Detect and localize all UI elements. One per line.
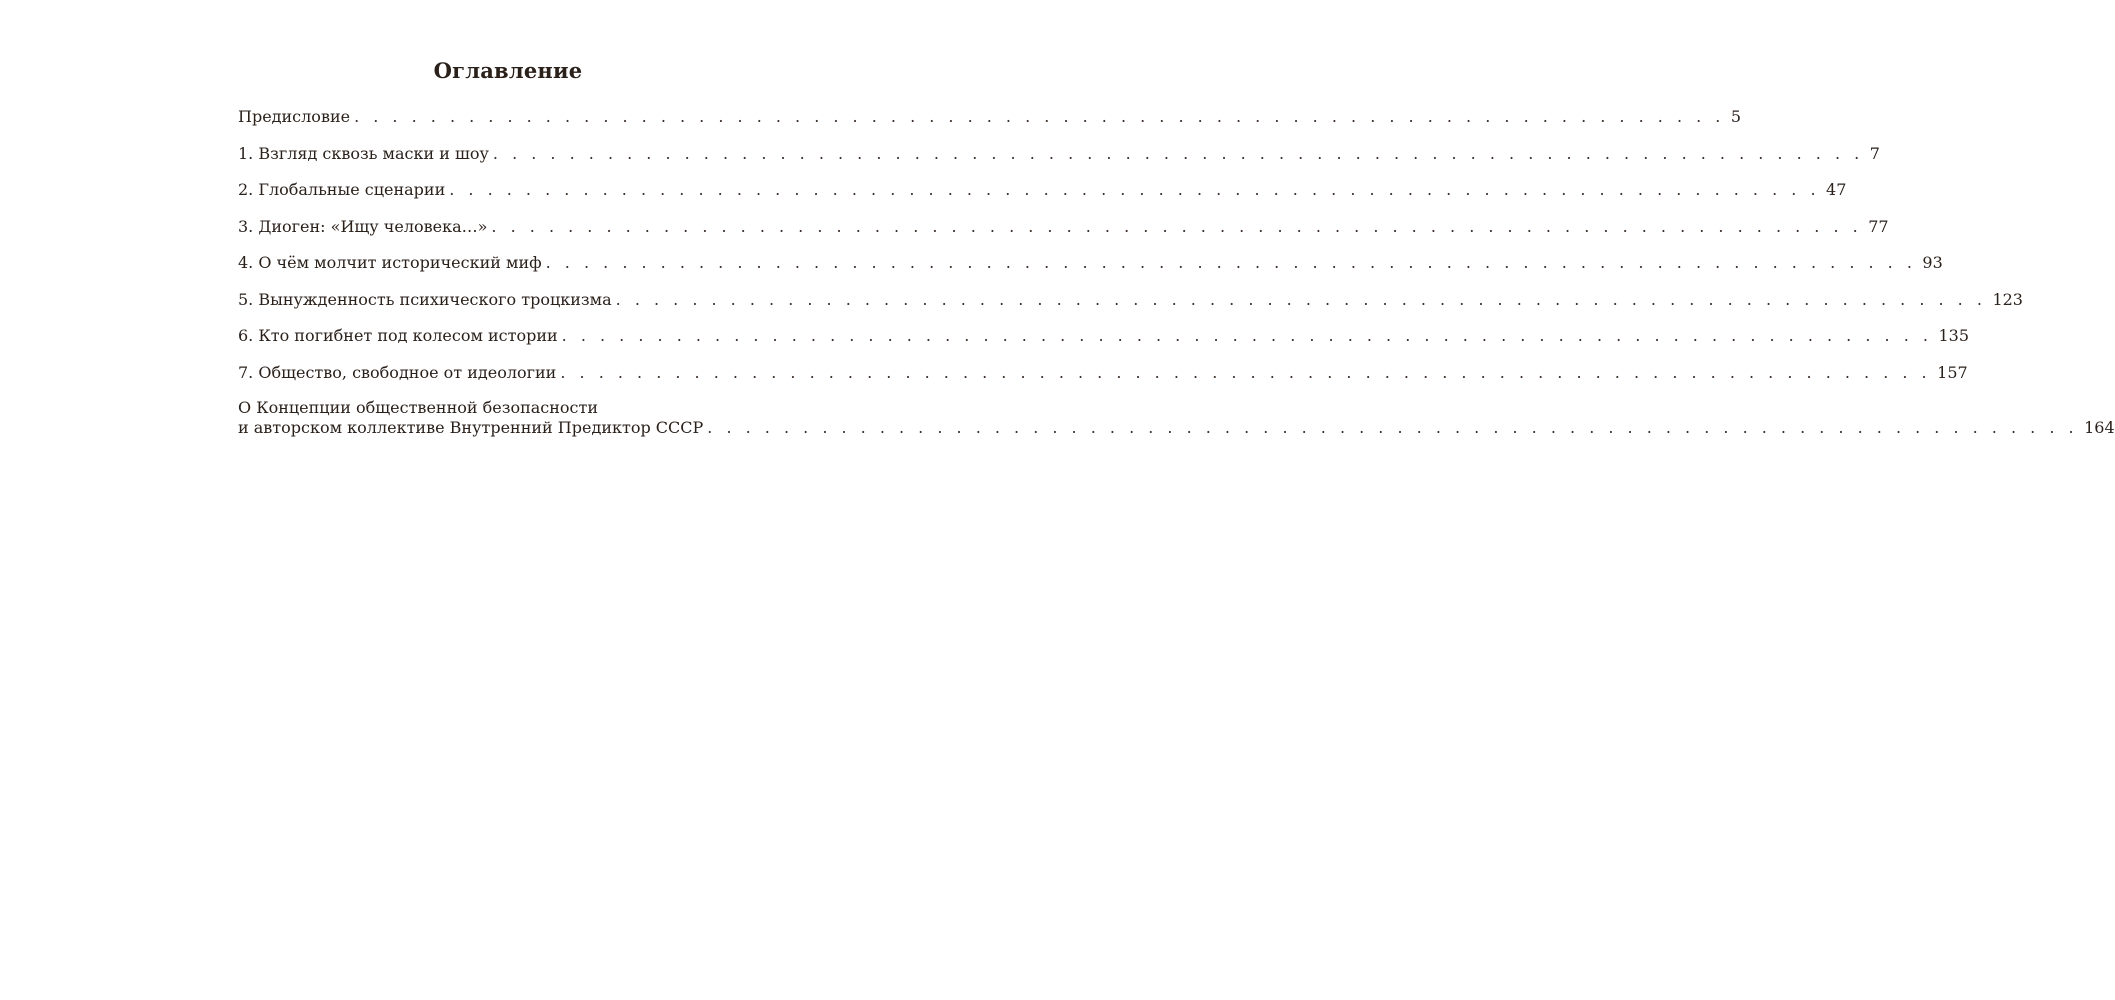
toc-page-number: 47 <box>1826 180 1847 199</box>
toc-page-number: 135 <box>1938 326 1969 345</box>
toc-dot-leader: . . . . . . . . . . . . . . . . . . . . . . . . . . . . . . . . . . . . . . . . . . . . . . . . . . . . . . . . . . . . . . . . . . . . . . . . <box>354 107 1725 126</box>
toc-dot-leader: . . . . . . . . . . . . . . . . . . . . . . . . . . . . . . . . . . . . . . . . . . . . . . . . . . . . . . . . . . . . . . . . . . . . . . . . <box>492 143 1864 163</box>
toc-entry-preface <box>238 106 1742 128</box>
toc-entry-label: 4. О чём молчит исторический миф <box>238 253 542 272</box>
toc-dot-leader: . . . . . . . . . . . . . . . . . . . . . . . . . . . . . . . . . . . . . . . . . . . . . . . . . . . . . . . . . . . . . . . . . . . . . . . . <box>615 289 1987 309</box>
toc-entry-chapter-5 <box>238 289 2023 311</box>
toc-entry-chapter-2 <box>238 179 1847 201</box>
toc-entry-chapter-7 <box>238 362 1968 384</box>
toc-entry-label: 1. Взгляд сквозь маски и шоу <box>238 143 489 163</box>
toc-entry-label: 3. Диоген: «Ищу человека…» <box>238 216 488 236</box>
toc-dot-leader: . . . . . . . . . . . . . . . . . . . . . . . . . . . . . . . . . . . . . . . . . . . . . . . . . . . . . . . . . . . . . . . . . . . . . . . . <box>449 180 1821 199</box>
toc-dot-leader: . . . . . . . . . . . . . . . . . . . . . . . . . . . . . . . . . . . . . . . . . . . . . . . . . . . . . . . . . . . . . . . . . . . . . . . . <box>707 418 2079 437</box>
toc-dot-leader: . . . . . . . . . . . . . . . . . . . . . . . . . . . . . . . . . . . . . . . . . . . . . . . . . . . . . . . . . . . . . . . . . . . . . . . . <box>561 326 1933 345</box>
toc-list <box>238 106 2115 438</box>
toc-page-number: 123 <box>1992 289 2023 309</box>
toc-entry-about-wrap <box>238 398 2115 438</box>
toc-entry-about <box>238 398 2115 438</box>
toc-page-number: 157 <box>1937 362 1968 382</box>
toc-dot-leader: . . . . . . . . . . . . . . . . . . . . . . . . . . . . . . . . . . . . . . . . . . . . . . . . . . . . . . . . . . . . . . . . . . . . . . . . <box>560 362 1932 382</box>
toc-page-number: 164 <box>2084 418 2115 437</box>
toc-page-number: 7 <box>1869 143 1880 163</box>
toc-entry-label: 6. Кто погибнет под колесом истории <box>238 326 558 345</box>
toc-entry-label: 5. Вынужденность психического троцкизма <box>238 289 612 309</box>
toc-entry-label-line2: и авторском коллективе Внутренний Предиктор СССР <box>238 418 704 437</box>
toc-dot-leader: . . . . . . . . . . . . . . . . . . . . . . . . . . . . . . . . . . . . . . . . . . . . . . . . . . . . . . . . . . . . . . . . . . . . . . . . <box>545 253 1917 272</box>
toc-page-number: 77 <box>1868 216 1889 236</box>
toc-entry-chapter-4 <box>238 252 1943 274</box>
toc-entry-chapter-1 <box>238 143 1880 165</box>
toc-entry-chapter-3 <box>238 216 1889 238</box>
toc-entry-line2-row <box>238 418 2115 438</box>
toc-page-number: 93 <box>1922 253 1943 272</box>
toc-entry-label-line1: О Концепции общественной безопасности <box>238 398 599 417</box>
toc-dot-leader: . . . . . . . . . . . . . . . . . . . . . . . . . . . . . . . . . . . . . . . . . . . . . . . . . . . . . . . . . . . . . . . . . . . . . . . . <box>491 216 1863 236</box>
toc-entry-label: Предисловие <box>238 107 351 126</box>
toc-title: Оглавление <box>433 58 583 83</box>
toc-entry-label: 2. Глобальные сценарии <box>238 180 446 199</box>
toc-entry-chapter-6 <box>238 325 1969 347</box>
toc-page-number: 5 <box>1730 107 1742 126</box>
toc-entry-label: 7. Общество, свободное от идеологии <box>238 362 557 382</box>
